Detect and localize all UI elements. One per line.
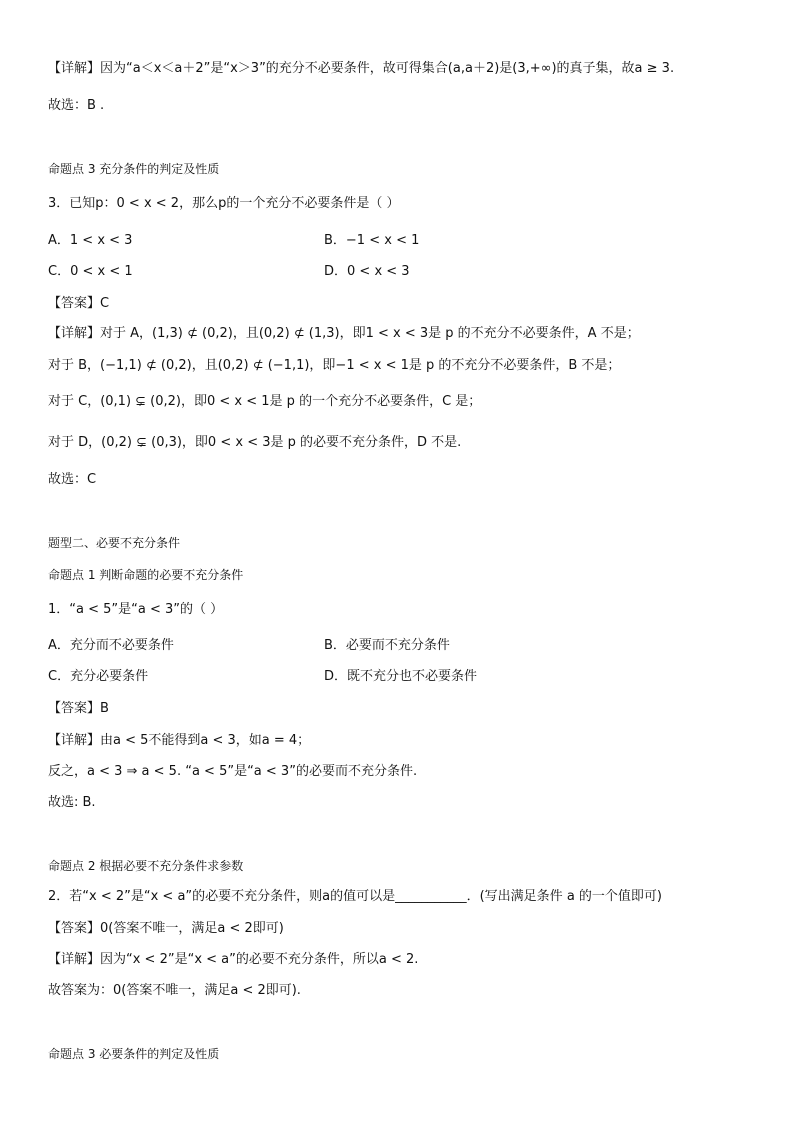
detail-paragraph: 【详解】对于 A，(1,3) ⊄ (0,2)，且(0,2) ⊄ (1,3)，即1 < x < 3是 p 的不充分不必要条件，A 不是；: [48, 326, 640, 341]
option-d: D．既不充分也不必要条件: [324, 669, 478, 684]
answer-choice-line: 故选：B .: [48, 98, 105, 113]
answer-label: 【答案】B: [48, 701, 109, 716]
question-text: 2．若“x < 2”是“x < a”的必要不充分条件，则a的值可以是___________．(写出满足条件 a 的一个值即可): [48, 889, 662, 904]
detail-paragraph: 【详解】因为“x < 2”是“x < a”的必要不充分条件，所以a < 2.: [48, 952, 419, 967]
detail-paragraph: 对于 B，(−1,1) ⊄ (0,2)，且(0,2) ⊄ (−1,1)，即−1 < x < 1是 p 的不充分不必要条件，B 不是；: [48, 358, 621, 373]
answer-label: 【答案】0(答案不唯一，满足a < 2即可): [48, 921, 284, 936]
option-a: A．1 < x < 3: [48, 233, 133, 248]
section-heading: 命题点 3 充分条件的判定及性质: [48, 162, 220, 176]
detail-paragraph: 对于 D，(0,2) ⊊ (0,3)，即0 < x < 3是 p 的必要不充分条件，D 不是.: [48, 435, 462, 450]
section-heading: 命题点 3 必要条件的判定及性质: [48, 1047, 220, 1061]
answer-choice-line: 故选: B.: [48, 795, 96, 810]
detail-paragraph: 反之，a < 3 ⇒ a < 5. “a < 5”是“a < 3”的必要而不充分条件.: [48, 764, 418, 779]
final-answer-line: 故答案为：0(答案不唯一，满足a < 2即可).: [48, 983, 301, 998]
option-d: D．0 < x < 3: [324, 264, 410, 279]
question-text: 1．“a < 5”是“a < 3”的（ ）: [48, 602, 224, 617]
section-heading: 题型二、必要不充分条件: [48, 536, 181, 550]
detail-paragraph: 对于 C，(0,1) ⊊ (0,2)，即0 < x < 1是 p 的一个充分不必要条件，C 是；: [48, 394, 482, 409]
option-c: C．充分必要条件: [48, 669, 149, 684]
option-a: A．充分而不必要条件: [48, 638, 174, 653]
question-text: 3．已知p：0 < x < 2，那么p的一个充分不必要条件是（ ）: [48, 196, 400, 211]
answer-label: 【答案】C: [48, 296, 110, 311]
detail-paragraph: 【详解】由a < 5不能得到a < 3，如a = 4；: [48, 733, 311, 748]
option-b: B．−1 < x < 1: [324, 233, 420, 248]
section-heading: 命题点 2 根据必要不充分条件求参数: [48, 859, 244, 873]
answer-choice-line: 故选：C: [48, 472, 97, 487]
section-heading: 命题点 1 判断命题的必要不充分条件: [48, 568, 244, 582]
detail-paragraph: 【详解】因为“a＜x＜a＋2”是“x＞3”的充分不必要条件，故可得集合(a,a＋2)是(3,+∞)的真子集，故a ≥ 3.: [48, 61, 675, 76]
option-b: B．必要而不充分条件: [324, 638, 450, 653]
option-c: C．0 < x < 1: [48, 264, 133, 279]
